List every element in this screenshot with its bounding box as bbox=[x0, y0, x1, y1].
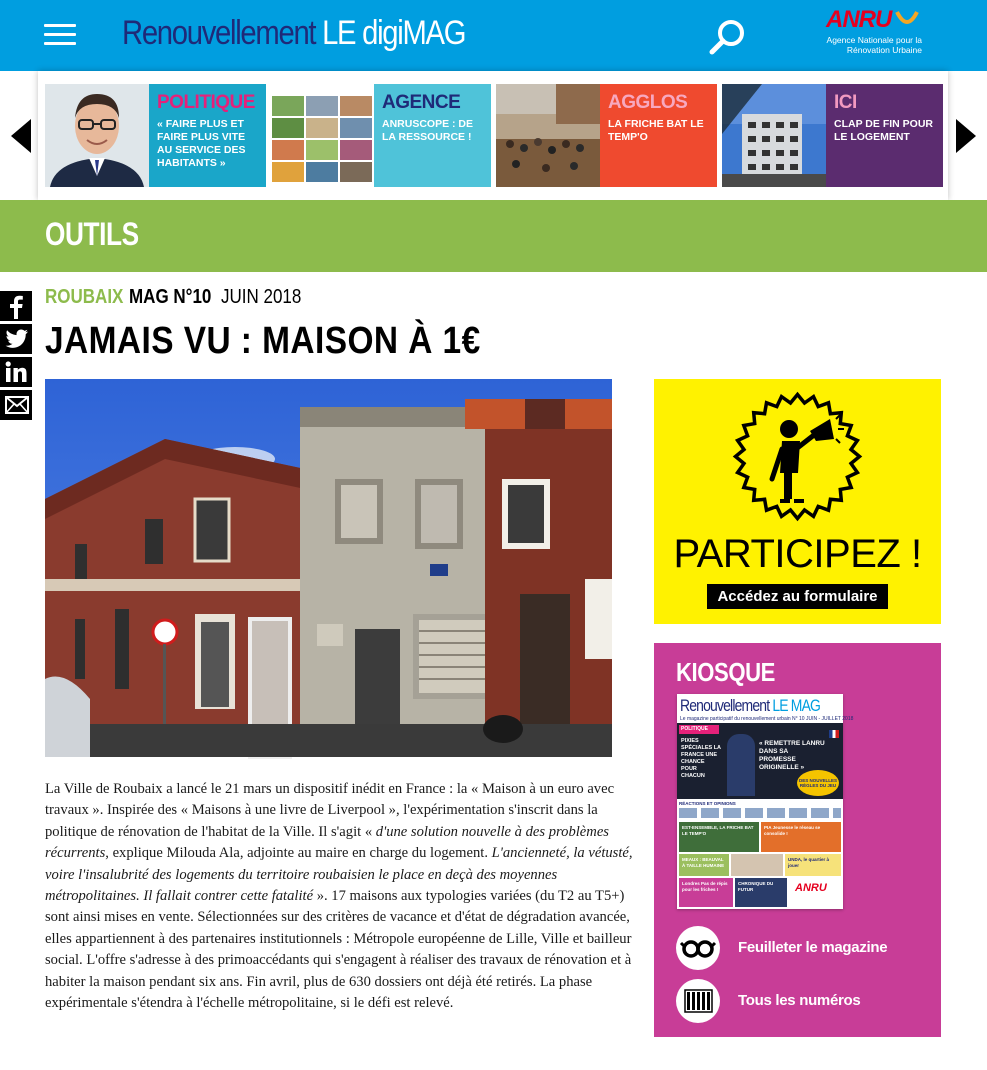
cover-block: Londres Pas de répis pour les friches ! bbox=[679, 878, 733, 907]
slide-text: ANRUSCOPE : DE LA RESSOURCE ! bbox=[382, 118, 474, 143]
kiosque-title: KIOSQUE bbox=[676, 657, 775, 687]
anru-logo-word: ANRU bbox=[826, 6, 892, 33]
access-form-button[interactable]: Accédez au formulaire bbox=[707, 584, 888, 609]
slide-text: « FAIRE PLUS ET FAIRE PLUS VITE AU SERVICE DES HABITANTS » bbox=[157, 118, 246, 169]
magazine-cover[interactable] bbox=[677, 694, 854, 909]
slide-category: AGGLOS bbox=[608, 92, 688, 113]
carousel-slide-agence[interactable] bbox=[270, 84, 491, 187]
article-issue[interactable]: MAG N°10 bbox=[129, 286, 212, 308]
carousel-slide-agglos[interactable] bbox=[496, 84, 717, 187]
article-text: , explique Milouda Ala, adjointe au maire en charge du logement. bbox=[105, 845, 488, 862]
slide-panel bbox=[826, 84, 943, 187]
kiosque-box bbox=[654, 643, 941, 1037]
section-band bbox=[0, 200, 987, 272]
mail-share-button[interactable] bbox=[0, 390, 32, 420]
slide-panel bbox=[149, 84, 266, 187]
article-text: La Ville de Roubaix a lancé le 21 mars un dispositif inédit en France : la « Maison à un euro avec travaux ». Inspirée des « Maisons à une livre de Liverpool », l'expérimentation s'inscrit dans la politique de rénovation de l'habitat de la Ville. Il s'agit « bbox=[45, 781, 615, 840]
carousel-slide-ici[interactable] bbox=[722, 84, 943, 187]
linkedin-share-button[interactable] bbox=[0, 357, 32, 387]
cover-reactions: RÉACTIONS ET OPINIONS bbox=[679, 801, 736, 806]
slide-image-building bbox=[722, 84, 826, 187]
cover-date: JUIN - JUILLET 2018 bbox=[805, 716, 854, 722]
all-issues-label: Tous les numéros bbox=[738, 992, 861, 1009]
anru-arc-icon bbox=[894, 8, 920, 30]
cover-badge: DES NOUVELLES RÈGLES DU JEU bbox=[797, 770, 839, 796]
mail-icon bbox=[5, 394, 29, 416]
slide-category: ICI bbox=[834, 92, 857, 113]
slide-image-portrait bbox=[45, 84, 149, 187]
article-title: JAMAIS VU : MAISON À 1€ bbox=[45, 320, 481, 362]
browse-magazine-label: Feuilleter le magazine bbox=[738, 939, 888, 956]
slide-category: POLITIQUE bbox=[157, 92, 255, 113]
brand-part2: LE digiMAG bbox=[322, 14, 466, 52]
cover-brand-part1: Renouvellement bbox=[680, 696, 770, 715]
article-date: JUIN 2018 bbox=[221, 286, 302, 308]
magazine-stack-icon bbox=[676, 979, 720, 1023]
slide-category: AGENCE bbox=[382, 92, 461, 113]
carousel-slide-politique[interactable] bbox=[45, 84, 266, 187]
linkedin-icon bbox=[5, 361, 27, 383]
megaphone-person-icon bbox=[732, 391, 863, 522]
cover-block: UNDA, le quartier à jouer bbox=[785, 854, 841, 876]
slide-text: LA FRICHE BAT LE TEMP'O bbox=[608, 118, 704, 143]
menu-icon[interactable] bbox=[44, 24, 76, 46]
article-text: ». 17 maisons aux typologies variées (du T2 au T5+) sont ainsi mises en vente. Sélectionnées sur des critères de vacance et d'état de dégradation avancée, elles appartiennent à des partenaires institutionnels : Métropole européenne de Lille, Ville et bailleur social. L'offre s'adresse à des primoaccédants qui s'engagent à réaliser des travaux de rénovation et à habiter la maison pendant six ans. Fin avril, plus de 630 dossiers ont déjà été retirés. La phase expérimentale s'étendra à l'échelle métropolitaine, si le défi est relevé. bbox=[45, 888, 632, 1012]
carousel-next-arrow-icon[interactable] bbox=[956, 119, 976, 153]
slide-image-collage bbox=[270, 84, 374, 187]
carousel-prev-arrow-icon[interactable] bbox=[11, 119, 31, 153]
all-issues-link[interactable] bbox=[676, 979, 926, 1023]
cover-headline-right: « REMETTRE LANRU DANS SA PROMESSE ORIGINELLE » bbox=[759, 740, 825, 771]
browse-magazine-link[interactable] bbox=[676, 926, 926, 970]
search-icon[interactable] bbox=[708, 17, 748, 57]
glasses-icon bbox=[676, 926, 720, 970]
article-city[interactable]: ROUBAIX bbox=[45, 286, 124, 308]
slide-panel bbox=[374, 84, 491, 187]
twitter-icon bbox=[5, 328, 29, 350]
cover-block: CHRONIQUE DU FUTUR bbox=[735, 878, 787, 907]
facebook-share-button[interactable] bbox=[0, 291, 32, 321]
facebook-icon bbox=[5, 295, 27, 319]
cover-brand-part2: LE MAG bbox=[772, 696, 821, 715]
featured-carousel bbox=[0, 71, 987, 200]
slide-text: CLAP DE FIN POUR LE LOGEMENT bbox=[834, 118, 933, 143]
article-body bbox=[45, 779, 635, 1014]
site-brand[interactable] bbox=[122, 14, 465, 53]
cover-block: MEAUX : BEAUVAL À TAILLE HUMAINE bbox=[679, 854, 729, 876]
cover-tagline: Le magazine participatif du renouvellement urbain bbox=[680, 716, 791, 722]
participez-label: PARTICIPEZ ! bbox=[673, 532, 922, 576]
brand-part1: Renouvellement bbox=[122, 14, 316, 52]
slide-panel bbox=[600, 84, 717, 187]
article-quote: d'une solution nouvelle à des problèmes récurrents bbox=[45, 823, 609, 862]
cover-block: PIA Jeunesse le réseau se consolide ! bbox=[761, 822, 841, 852]
twitter-share-button[interactable] bbox=[0, 324, 32, 354]
cover-headline-left: PIXIES SPÉCIALES LA FRANCE UNE CHANCE POUR CHACUN bbox=[681, 738, 721, 779]
anru-logo-subtitle: Agence Nationale pour la Rénovation Urbaine bbox=[826, 35, 922, 55]
article-quote: L'ancienneté, la vétusté, voire l'insalubrité des logements du territoire roubaisien le place en deçà des moyennes métropolitaines. Il fallait contrer cette fatalité bbox=[45, 845, 633, 905]
slide-image-crowd bbox=[496, 84, 600, 187]
cover-section: POLITIQUE bbox=[679, 725, 719, 734]
anru-logo[interactable] bbox=[812, 6, 922, 66]
top-bar bbox=[0, 0, 987, 71]
cover-block: EST-ENSEMBLE, LA FRICHE BAT LE TEMP'O bbox=[679, 822, 759, 852]
section-title: OUTILS bbox=[45, 216, 139, 252]
cover-issue: N° 10 bbox=[792, 716, 805, 722]
cover-logo: ANRU bbox=[795, 882, 827, 894]
participez-box[interactable] bbox=[654, 379, 941, 624]
article-photo bbox=[45, 379, 612, 757]
